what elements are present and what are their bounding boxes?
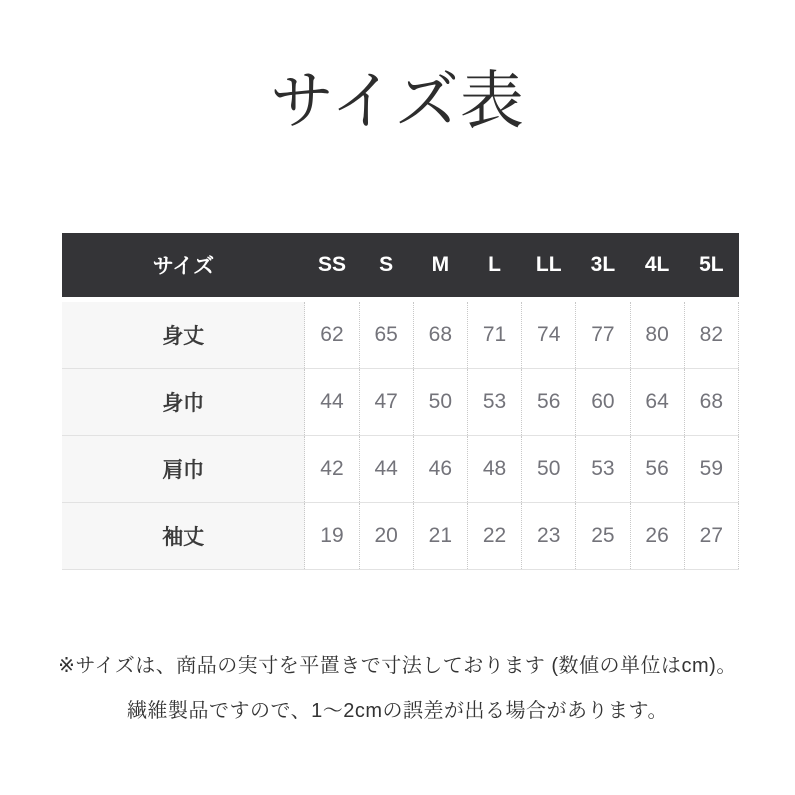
size-value-cell: 48 bbox=[467, 436, 521, 503]
size-value-cell: 20 bbox=[359, 503, 413, 570]
size-value-cell: 42 bbox=[305, 436, 359, 503]
size-value-cell: 44 bbox=[359, 436, 413, 503]
size-value-cell: 56 bbox=[522, 369, 576, 436]
header-size-cell: 3L bbox=[576, 233, 630, 300]
size-table-header-row bbox=[62, 233, 739, 300]
notes bbox=[0, 644, 795, 734]
measurement-row bbox=[62, 436, 739, 503]
row-label-cell: 身丈 bbox=[62, 300, 305, 369]
size-value-cell: 71 bbox=[467, 300, 521, 369]
size-value-cell: 27 bbox=[684, 503, 738, 570]
size-value-cell: 59 bbox=[684, 436, 738, 503]
size-value-cell: 64 bbox=[630, 369, 684, 436]
size-value-cell: 44 bbox=[305, 369, 359, 436]
header-label-cell: サイズ bbox=[62, 233, 305, 300]
size-value-cell: 47 bbox=[359, 369, 413, 436]
header-size-cell: L bbox=[467, 233, 521, 300]
size-value-cell: 68 bbox=[684, 369, 738, 436]
size-table bbox=[62, 233, 739, 570]
row-label-cell: 袖丈 bbox=[62, 503, 305, 570]
header-size-cell: 4L bbox=[630, 233, 684, 300]
size-value-cell: 53 bbox=[576, 436, 630, 503]
size-value-cell: 50 bbox=[413, 369, 467, 436]
header-size-cell: S bbox=[359, 233, 413, 300]
size-value-cell: 23 bbox=[522, 503, 576, 570]
size-value-cell: 56 bbox=[630, 436, 684, 503]
size-value-cell: 50 bbox=[522, 436, 576, 503]
row-label-cell: 肩巾 bbox=[62, 436, 305, 503]
measurement-row bbox=[62, 300, 739, 369]
size-value-cell: 77 bbox=[576, 300, 630, 369]
size-value-cell: 68 bbox=[413, 300, 467, 369]
size-value-cell: 74 bbox=[522, 300, 576, 369]
size-table-body bbox=[62, 300, 739, 570]
size-value-cell: 19 bbox=[305, 503, 359, 570]
header-size-cell: M bbox=[413, 233, 467, 300]
size-value-cell: 46 bbox=[413, 436, 467, 503]
size-value-cell: 53 bbox=[467, 369, 521, 436]
size-value-cell: 25 bbox=[576, 503, 630, 570]
note-line-1: ※サイズは、商品の実寸を平置きで寸法しております (数値の単位はcm)。 bbox=[58, 655, 737, 677]
measurement-row bbox=[62, 369, 739, 436]
size-table-container bbox=[62, 233, 739, 570]
row-label-cell: 身巾 bbox=[62, 369, 305, 436]
size-value-cell: 62 bbox=[305, 300, 359, 369]
size-value-cell: 60 bbox=[576, 369, 630, 436]
size-value-cell: 65 bbox=[359, 300, 413, 369]
size-value-cell: 82 bbox=[684, 300, 738, 369]
header-size-cell: LL bbox=[522, 233, 576, 300]
measurement-row bbox=[62, 503, 739, 570]
page-title: サイズ表 bbox=[270, 65, 525, 137]
note-line-2: 繊維製品ですので、1〜2cmの誤差が出る場合があります。 bbox=[127, 700, 668, 722]
size-value-cell: 21 bbox=[413, 503, 467, 570]
size-value-cell: 26 bbox=[630, 503, 684, 570]
size-value-cell: 22 bbox=[467, 503, 521, 570]
header-size-cell: SS bbox=[305, 233, 359, 300]
header-size-cell: 5L bbox=[684, 233, 738, 300]
size-value-cell: 80 bbox=[630, 300, 684, 369]
